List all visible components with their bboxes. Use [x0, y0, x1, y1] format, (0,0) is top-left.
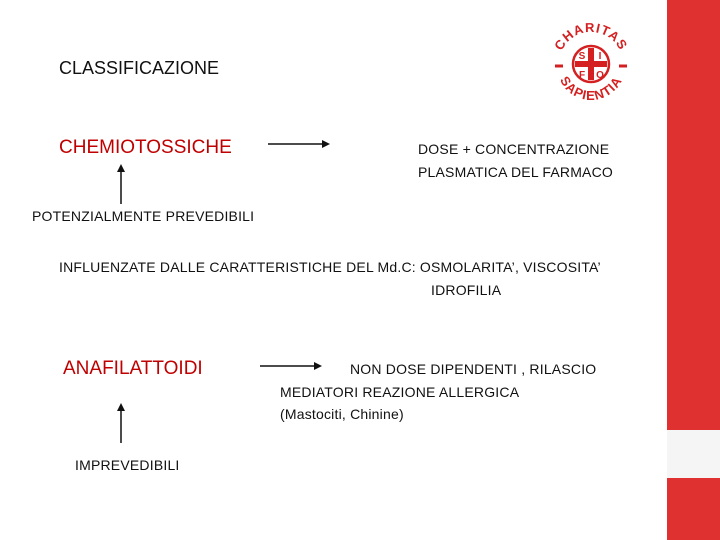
chemio-title: CHEMIOTOSSICHE	[59, 137, 232, 158]
slide-heading: CLASSIFICAZIONE	[59, 58, 220, 78]
anafi-desc-line3: (Mastociti, Chinine)	[280, 406, 404, 422]
arrow-right-chemio	[268, 139, 330, 149]
chemio-qualifier: POTENZIALMENTE PREVEDIBILI	[32, 208, 255, 224]
svg-text:SAPIENTIA: SAPIENTIA	[557, 73, 625, 103]
anafi-qualifier: IMPREVEDIBILI	[75, 457, 180, 473]
chemio-influence-line2: IDROFILIA	[431, 282, 502, 298]
anafi-desc-line1: NON DOSE DIPENDENTI , RILASCIO	[350, 361, 597, 377]
svg-text:O: O	[596, 70, 604, 81]
anafi-title: ANAFILATTOIDI	[63, 358, 203, 379]
arrow-up-anafi	[116, 403, 126, 443]
svg-text:I: I	[598, 51, 602, 62]
arrow-up-chemio	[116, 164, 126, 204]
charitas-sapientia-logo	[545, 14, 637, 110]
svg-text:F: F	[578, 70, 586, 81]
chemio-influence-line1: INFLUENZATE DALLE CARATTERISTICHE DEL Md.C: OSMOLARITA’, VISCOSITA’	[59, 259, 601, 275]
svg-text:CHARITAS: CHARITAS	[551, 19, 631, 53]
chemio-desc-line1: DOSE + CONCENTRAZIONE	[418, 141, 610, 157]
anafi-desc-line2: MEDIATORI REAZIONE ALLERGICA	[280, 384, 520, 400]
side-band-middle	[667, 430, 720, 478]
chemio-desc-line2: PLASMATICA DEL FARMACO	[418, 164, 613, 180]
svg-text:S: S	[578, 51, 586, 62]
side-band-top	[667, 0, 720, 430]
arrow-right-anafi	[260, 361, 322, 371]
side-band-bottom	[667, 478, 720, 540]
